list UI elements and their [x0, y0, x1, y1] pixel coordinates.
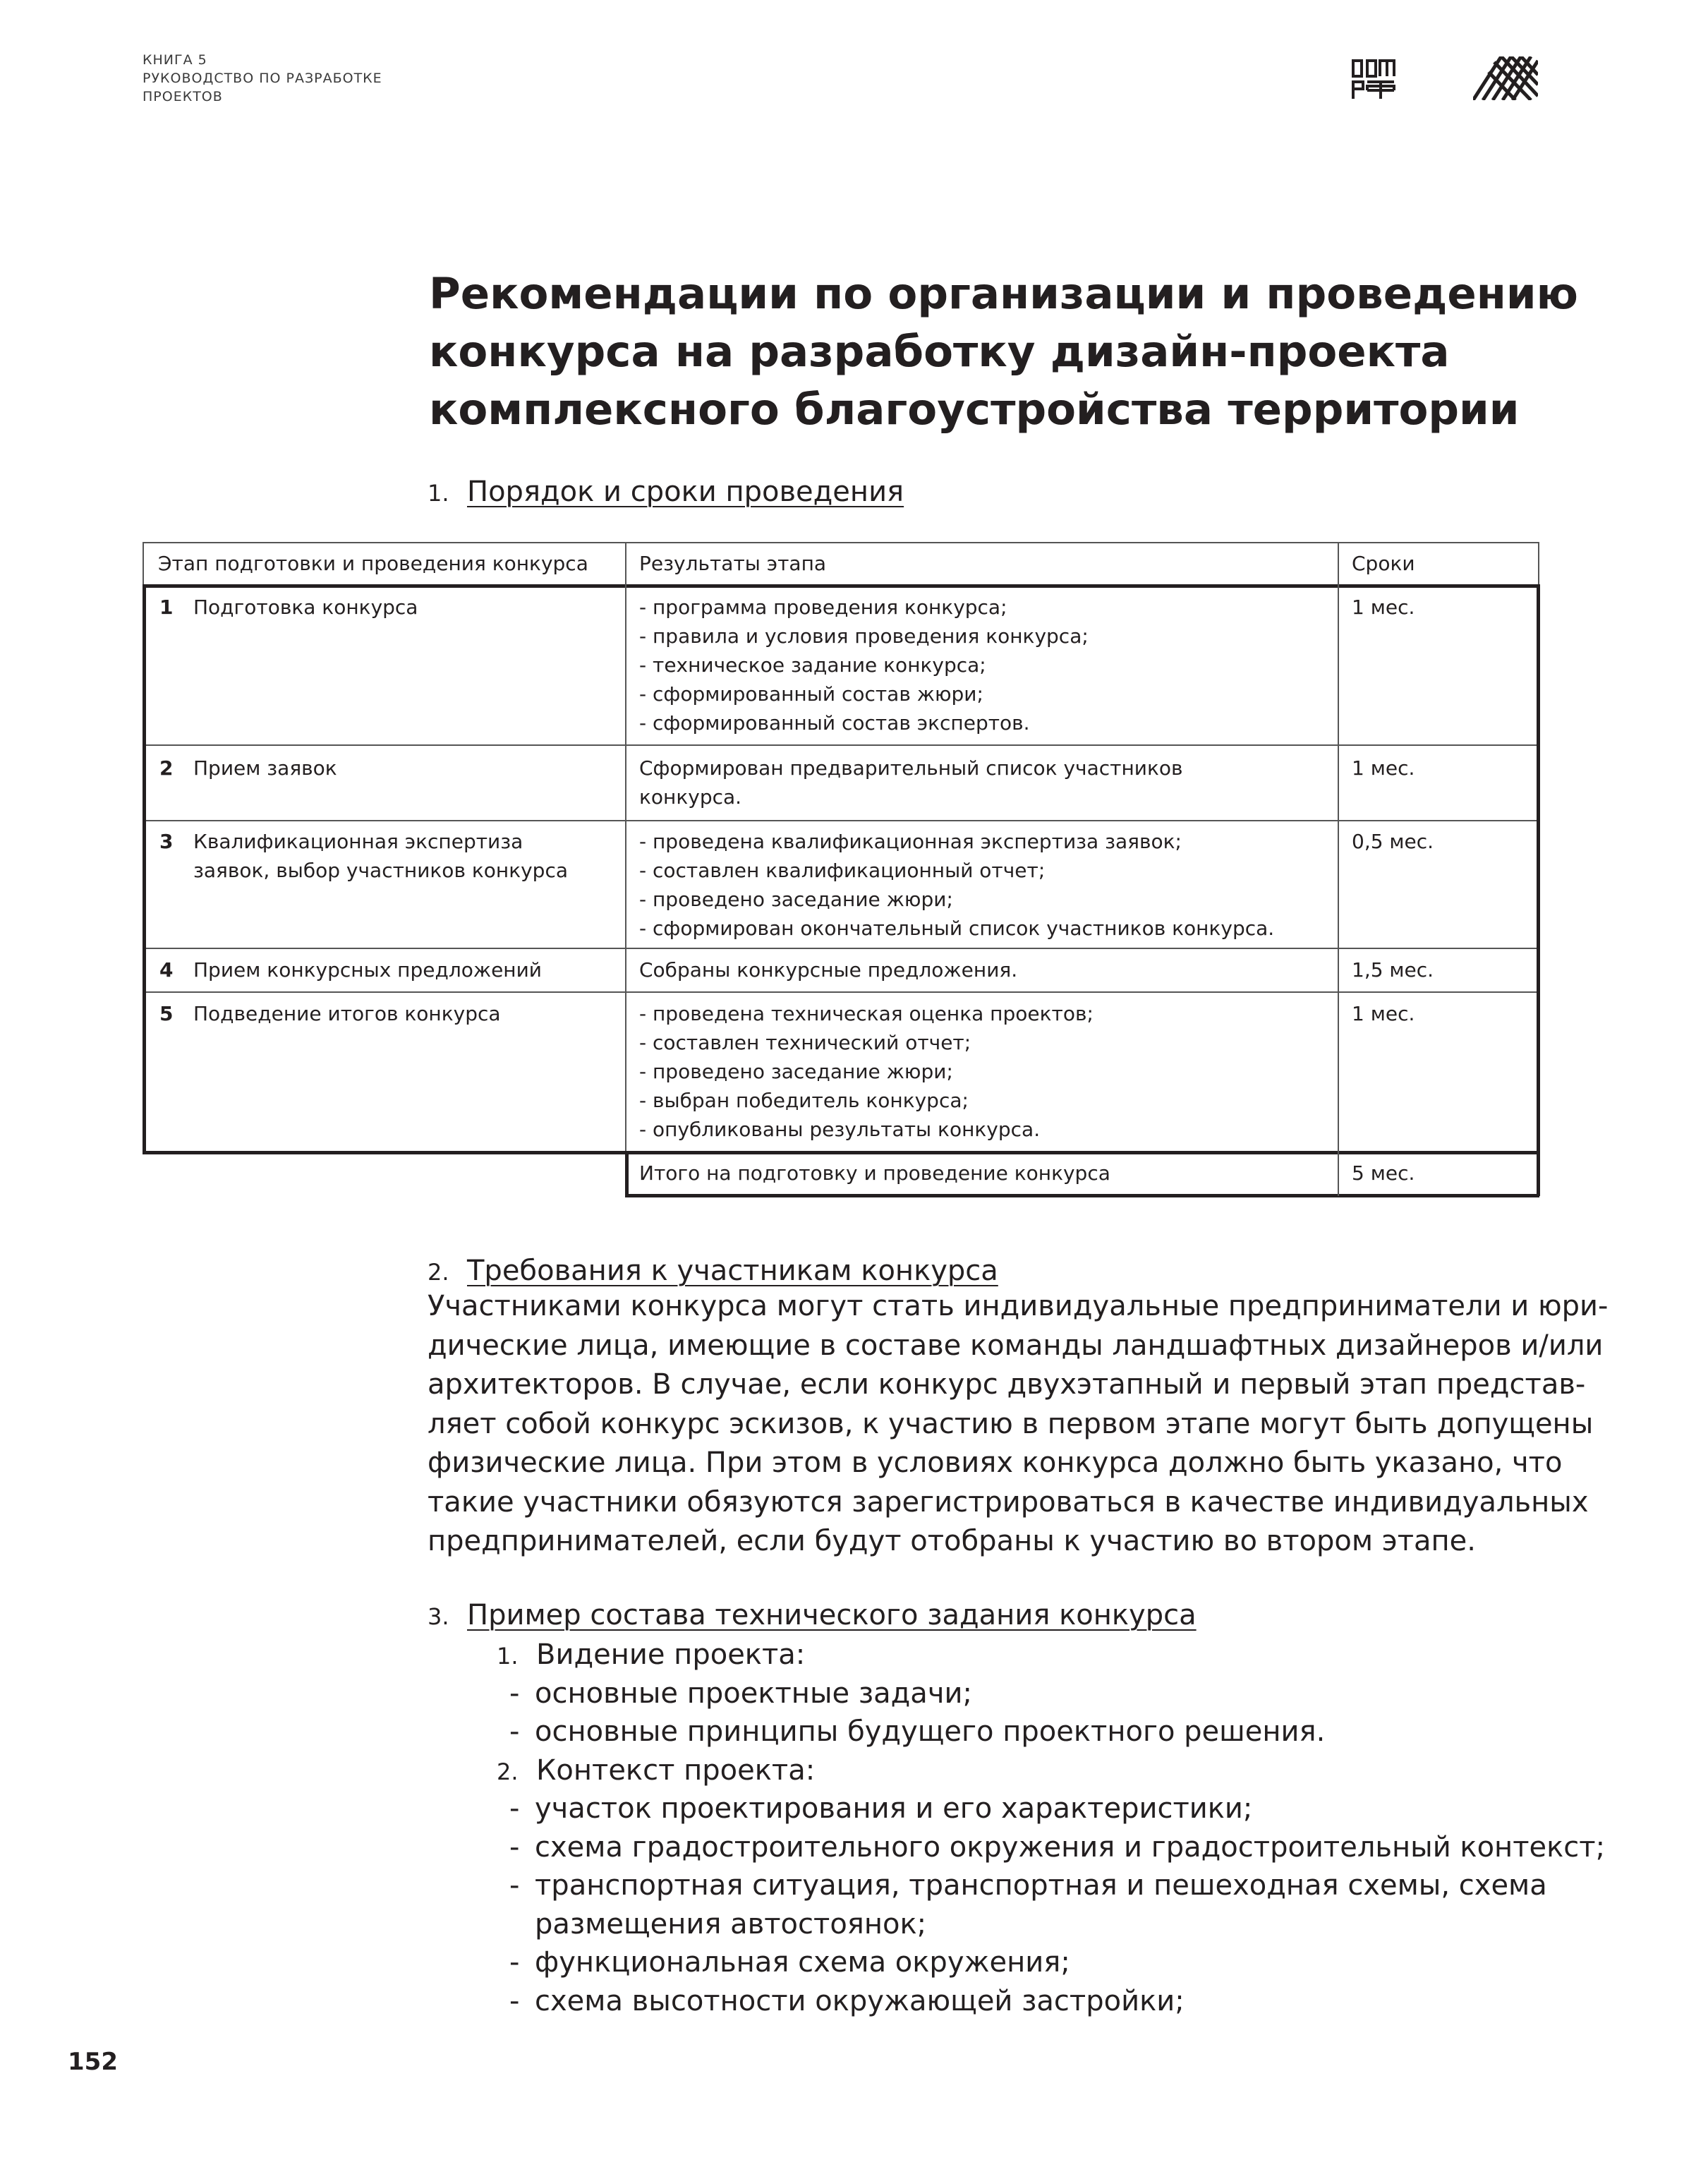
results-cell	[626, 827, 1287, 943]
result-item: - проведена техническая оценка проектов;	[639, 1002, 1094, 1025]
result-item: - сформирован окончательный список участников конкурса.	[639, 917, 1275, 940]
header-line: РУКОВОДСТВО ПО РАЗРАБОТКЕ	[143, 71, 382, 86]
table-header-stage: Этап подготовки и проведения конкурса	[158, 552, 588, 575]
term-cell: 1,5 мес.	[1352, 958, 1434, 982]
result-item: - выбран победитель конкурса;	[639, 1089, 969, 1112]
term-cell: 1 мес.	[1352, 756, 1415, 780]
result-item: - проведено заседание жюри;	[639, 888, 953, 911]
result-item: - составлен технический отчет;	[639, 1031, 971, 1054]
header-line: КНИГА 5	[143, 52, 207, 68]
result-item: - проведено заседание жюри;	[639, 1060, 953, 1083]
result-item: - правила и условия проведения конкурса;	[639, 624, 1089, 648]
paragraph-line: предпринимателей, если будут отобраны к участию во втором этапе.	[428, 1525, 1476, 1557]
section-title: Требования к участникам конкурса	[467, 1255, 998, 1287]
table-row	[147, 754, 350, 783]
term-cell: 0,5 мес.	[1352, 830, 1434, 853]
list-item: - основные принципы будущего проектного решения.	[509, 1715, 1326, 1748]
stage-cell: Подготовка конкурса	[193, 596, 418, 619]
dom-rf-logo-icon	[1350, 55, 1395, 100]
paragraph-line: физические лица. При этом в условиях конкурса должно быть указано, что	[428, 1447, 1563, 1479]
stage-cell: Прием заявок	[193, 756, 337, 780]
paragraph-line: дические лица, имеющие в составе команды ландшафтных дизайнеров и/или	[428, 1329, 1604, 1362]
result-item: Сформирован предварительный список участников	[639, 756, 1183, 780]
section-title: Пример состава технического задания конкурса	[467, 1599, 1197, 1631]
paragraph-line: архитекторов. В случае, если конкурс двухэтапный и первый этап представ-	[428, 1368, 1586, 1401]
list-item-continuation: размещения автостоянок;	[535, 1907, 927, 1940]
term-cell: 1 мес.	[1352, 596, 1415, 619]
header-line: ПРОЕКТОВ	[143, 89, 223, 104]
result-item: - составлен квалификационный отчет;	[639, 859, 1046, 882]
list-item: - основные проектные задачи;	[509, 1677, 972, 1710]
title-line: конкурса на разработку дизайн-проекта	[429, 327, 1450, 377]
result-item: - сформированный состав жюри;	[639, 682, 983, 706]
sub-number: 2.	[497, 1758, 519, 1785]
stage-cell: Квалификационная экспертиза	[193, 830, 523, 853]
sub-title: Контекст проекта:	[536, 1753, 816, 1787]
result-item: Собраны конкурсные предложения.	[639, 958, 1018, 982]
sub-title: Видение проекта:	[536, 1638, 806, 1671]
list-item	[428, 1636, 1605, 1674]
page-title	[429, 265, 1578, 439]
section-number: 2.	[428, 1259, 449, 1286]
total-label: Итого на подготовку и проведение конкурса	[639, 1161, 1110, 1185]
row-number: 1	[159, 596, 174, 619]
tz-list	[428, 1636, 1605, 2020]
section-heading-2	[428, 1253, 998, 1290]
section-title: Порядок и сроки проведения	[467, 476, 904, 508]
list-item: - схема высотности окружающей застройки;	[509, 1984, 1185, 2017]
section-heading-1	[428, 474, 904, 511]
title-line: Рекомендации по организации и проведению	[429, 269, 1578, 319]
paragraph-line: ляет собой конкурс эскизов, к участию в первом этапе могут быть допущены	[428, 1407, 1594, 1440]
list-item: - транспортная ситуация, транспортная и пешеходная схемы, схема	[509, 1869, 1547, 1902]
result-item: - программа проведения конкурса;	[639, 596, 1007, 619]
row-number: 3	[159, 830, 174, 853]
result-item: - опубликованы результаты конкурса.	[639, 1118, 1041, 1141]
list-item: - участок проектирования и его характеристики;	[509, 1792, 1253, 1825]
table-row	[147, 827, 581, 885]
list-item	[428, 1751, 1605, 1790]
section-number: 3.	[428, 1603, 449, 1630]
paragraph-line: такие участники обязуются зарегистрироваться в качестве индивидуальных	[428, 1485, 1589, 1519]
table-row	[147, 593, 430, 622]
results-cell	[626, 955, 1030, 984]
result-item: - проведена квалификационная экспертиза заявок;	[639, 830, 1182, 853]
title-line: комплексного благоустройства территории	[429, 385, 1520, 435]
result-item: - техническое задание конкурса;	[639, 653, 986, 677]
section-2-paragraph	[428, 1287, 1609, 1562]
sub-number: 1.	[497, 1643, 519, 1670]
row-number: 5	[159, 1002, 174, 1025]
row-number: 4	[159, 958, 174, 982]
stage-cell: Подведение итогов конкурса	[193, 1002, 501, 1025]
schedule-table	[143, 542, 1539, 1198]
table-row	[147, 999, 514, 1028]
paragraph-line: Участниками конкурса могут стать индивидуальные предприниматели и юри-	[428, 1290, 1609, 1322]
results-cell	[626, 754, 1196, 811]
list-item: - схема градостроительного окружения и градостроительный контекст;	[509, 1830, 1606, 1864]
total-term: 5 мес.	[1352, 1161, 1415, 1185]
result-item: - сформированный состав экспертов.	[639, 711, 1030, 735]
table-header-results: Результаты этапа	[639, 552, 827, 575]
result-item: конкурса.	[639, 785, 742, 809]
term-cell: 1 мес.	[1352, 1002, 1415, 1025]
stage-cell: заявок, выбор участников конкурса	[193, 859, 569, 882]
stage-cell: Прием конкурсных предложений	[193, 958, 543, 982]
section-heading-3	[428, 1598, 1197, 1634]
page-number: 152	[68, 2048, 118, 2076]
row-number: 2	[159, 756, 174, 780]
list-item: - функциональная схема окружения;	[509, 1946, 1070, 1979]
hatch-logo-icon	[1473, 56, 1538, 100]
results-cell	[626, 999, 1106, 1144]
section-number: 1.	[428, 480, 449, 507]
table-row	[147, 955, 555, 984]
results-cell	[626, 593, 1101, 737]
running-header	[143, 51, 382, 106]
table-header-term: Сроки	[1352, 552, 1415, 575]
